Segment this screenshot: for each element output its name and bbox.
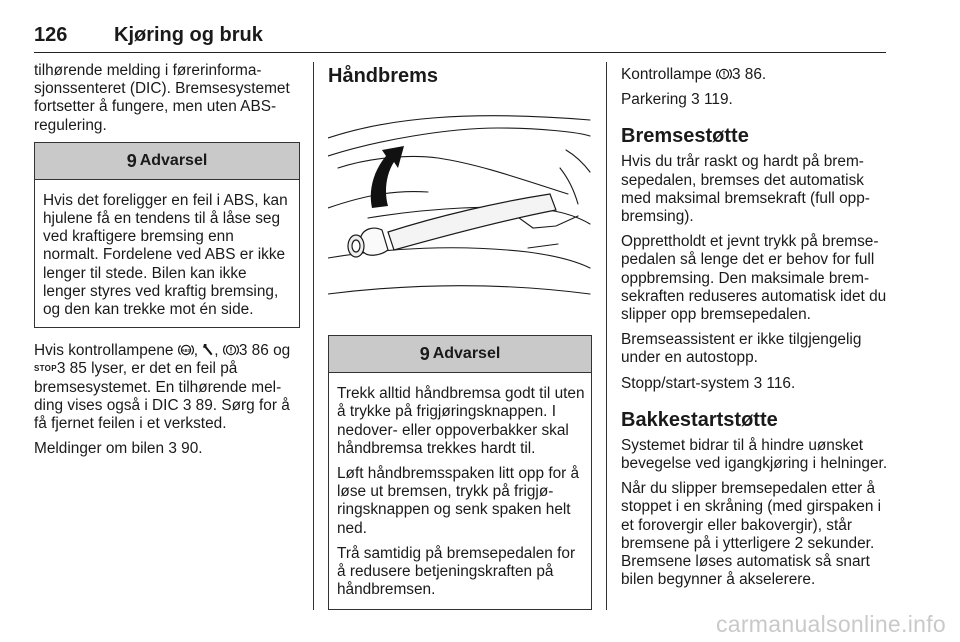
warning-body xyxy=(329,373,591,609)
hill-start-paragraph-1: Systemet bidrar til å hindre uønsket bevegelse ved igangkjøring i helninger. xyxy=(621,436,888,473)
warning-text-1: Trekk alltid håndbremsa godt til uten å trykke på frigjøringsknappen. I nedover- eller oppoverbakker skal håndbremsa trekkes hardt til. xyxy=(337,385,585,457)
warning-text-2: Løft håndbremsspaken litt opp for å løse ut bremsen, trykk på frigjøringsknappen og senk spaken helt ned. xyxy=(337,465,580,537)
ref-arrow-icon: 3 xyxy=(168,440,177,458)
column-3 xyxy=(621,66,889,596)
column-divider xyxy=(313,62,314,610)
abs-warning-box xyxy=(34,142,300,328)
stop-start-ref-paragraph: Stopp/start-system 3 116. xyxy=(621,374,796,392)
ref-arrow-icon: 3 xyxy=(691,91,700,109)
column-1 xyxy=(34,62,300,465)
section-heading-hill-start-assist: Bakkestartstøtte xyxy=(621,408,778,431)
column-divider xyxy=(606,62,607,610)
page-number: 126 xyxy=(34,24,68,46)
brake-warning-icon xyxy=(223,344,239,356)
page-header xyxy=(34,24,886,53)
svg-text:ABS: ABS xyxy=(181,348,191,354)
warning-text: Hvis det foreligger en feil i ABS, kan hjulene få en tendens til å låse seg ved kraftigere bremsing enn normalt. Fordelene ved ABS er ikke lenger til stede. Bilen kan ikke lenger styres ved kraftig bremsing, og den kan trekke mot én side. xyxy=(43,191,288,319)
warning-body xyxy=(35,180,299,327)
column-2 xyxy=(328,62,592,624)
indicator-paragraph: Hvis kontrollampene ABS , , 3 86 og STOP3 85 lyser, er det en feil på bremsesystemet. En tilhørende melding vises også i DIC 3 89. Sørg for å få fjernet feilen i et verksted. xyxy=(34,342,291,433)
brake-assist-paragraph-2: Opprettholdt et jevnt trykk på bremsepedalen så lenge det er behov for full oppbremsing. Den maksimale bremsekraften reduseres automatisk idet du slipper opp bremsepedalen. xyxy=(621,233,887,324)
abs-intro-paragraph: tilhørende melding i førerinformasjonssenteret (DIC). Bremsesystemet fortsetter å fungere, men uten ABS-regulering. xyxy=(34,62,290,134)
wrench-icon xyxy=(202,343,214,356)
handbrake-illustration xyxy=(328,98,592,316)
hill-start-paragraph-2: Når du slipper bremsepedalen etter å stoppet i en skråning (med girspaken i et forovergir eller bakovergir), står bremsene på i ytterligere 2 sekunder. Bremsene løses automatisk så snart bilen begynner å akselerere. xyxy=(621,480,882,589)
abs-icon xyxy=(178,344,194,356)
handbrake-warning-box xyxy=(328,335,592,610)
vehicle-messages-paragraph: Meldinger om bilen 3 90. xyxy=(34,440,203,458)
warning-icon: 9 xyxy=(126,150,137,171)
parking-ref-paragraph: Parkering 3 119. xyxy=(621,91,733,109)
warning-header xyxy=(35,143,299,180)
section-heading-handbrake: Håndbrems xyxy=(328,65,439,87)
warning-title: Advarsel xyxy=(432,345,501,363)
warning-icon: 9 xyxy=(419,344,430,365)
stop-symbol: STOP xyxy=(34,364,57,374)
brake-warning-icon xyxy=(716,68,732,80)
brake-assist-paragraph-1: Hvis du trår raskt og hardt på bremsepedalen, bremses det automatisk med maksimal bremsekraft (full oppbremsing). xyxy=(621,153,870,226)
indicator-ref-paragraph: Kontrollampe 3 86. xyxy=(621,66,767,83)
ref-arrow-icon: 3 xyxy=(731,66,741,83)
section-heading-brake-assist: Bremsestøtte xyxy=(621,125,749,148)
warning-title: Advarsel xyxy=(139,151,208,169)
ref-arrow-icon: 3 xyxy=(753,374,763,392)
warning-header xyxy=(329,336,591,373)
ref-arrow-icon: 3 xyxy=(238,342,248,360)
ref-arrow-icon: 3 xyxy=(56,360,66,378)
watermark: carmanualsonline.info xyxy=(715,611,946,637)
brake-assist-paragraph-3: Bremseassistent er ikke tilgjengelig under en autostopp. xyxy=(621,331,862,367)
warning-text-3: Trå samtidig på bremsepedalen for å redusere betjeningskraften på håndbremsen. xyxy=(337,544,576,599)
ref-arrow-icon: 3 xyxy=(182,396,192,414)
page-title: Kjøring og bruk xyxy=(114,24,263,46)
